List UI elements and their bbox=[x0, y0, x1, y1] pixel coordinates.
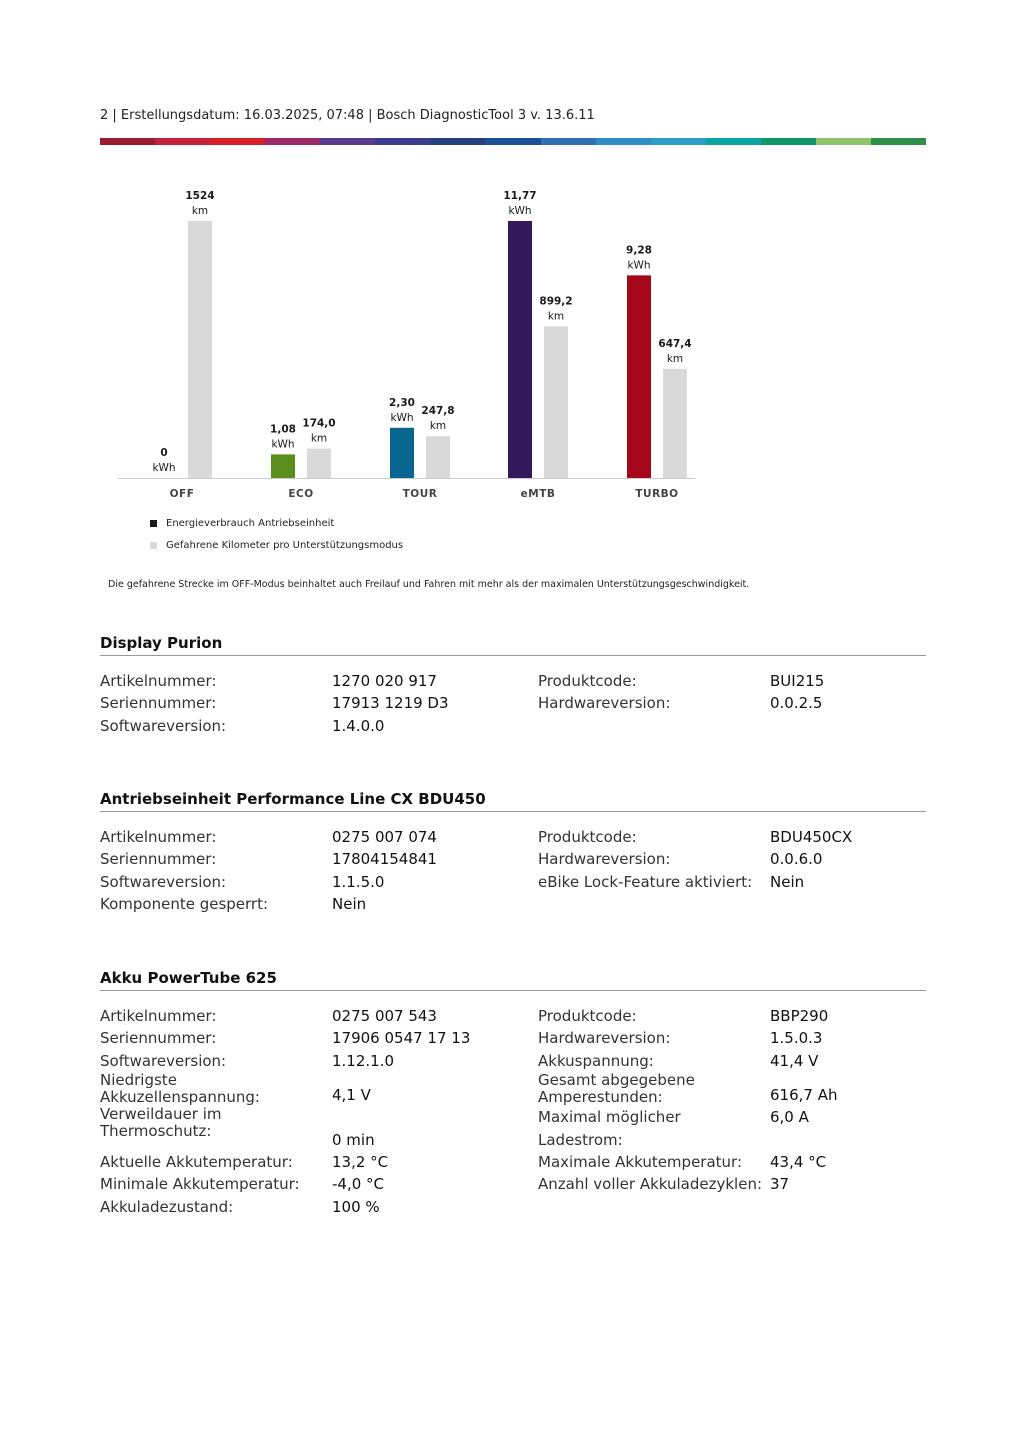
distance-unit-label: km bbox=[310, 432, 328, 445]
legend-swatch-distance bbox=[150, 542, 157, 549]
stripe-segment bbox=[596, 138, 651, 145]
table-row bbox=[100, 871, 926, 893]
table-row bbox=[100, 1050, 926, 1072]
field-label: Seriennummer: bbox=[100, 850, 217, 869]
field-label: Seriennummer: bbox=[100, 1029, 217, 1048]
category-tick-label: ECO bbox=[288, 488, 314, 500]
energy-bar bbox=[508, 221, 532, 478]
display-rows bbox=[100, 670, 926, 737]
section-title-display: Display Purion bbox=[100, 634, 926, 656]
field-value: 100 % bbox=[332, 1197, 380, 1216]
energy-value-label: 9,28 bbox=[626, 244, 652, 257]
field-value: 0 min bbox=[332, 1130, 375, 1149]
section-title-drive-unit: Antriebseinheit Performance Line CX BDU450 bbox=[100, 790, 926, 812]
category-tick-label: TOUR bbox=[402, 488, 438, 500]
field-label: Softwareversion: bbox=[100, 716, 227, 735]
field-value: 616,7 Ah bbox=[770, 1085, 838, 1104]
distance-unit-label: km bbox=[547, 310, 565, 323]
stripe-segment bbox=[651, 138, 706, 145]
field-label bbox=[100, 1072, 332, 1106]
distance-value-label: 1524 bbox=[185, 190, 215, 202]
section-title-battery: Akku PowerTube 625 bbox=[100, 969, 926, 991]
energy-value-label: 2,30 bbox=[389, 396, 415, 409]
category-tick-label: TURBO bbox=[635, 488, 679, 500]
table-row bbox=[100, 670, 926, 692]
distance-value-label: 247,8 bbox=[421, 405, 455, 418]
table-row bbox=[100, 1173, 926, 1195]
stripe-segment bbox=[100, 138, 155, 145]
field-value: 1.5.0.3 bbox=[770, 1029, 823, 1048]
distance-value-label: 647,4 bbox=[658, 337, 692, 350]
field-label-line: Thermoschutz: bbox=[100, 1122, 212, 1141]
field-value: 41,4 V bbox=[770, 1051, 819, 1070]
field-value: BUI215 bbox=[770, 672, 825, 690]
stripe-segment bbox=[761, 138, 816, 145]
field-label: Minimale Akkutemperatur: bbox=[100, 1175, 300, 1194]
field-value: 6,0 A bbox=[770, 1108, 809, 1127]
table-row bbox=[100, 1027, 926, 1049]
stripe-segment bbox=[485, 138, 540, 145]
distance-bar bbox=[307, 449, 331, 478]
field-label: Komponente gesperrt: bbox=[100, 895, 269, 914]
distance-bar bbox=[663, 369, 687, 478]
field-value: BBP290 bbox=[770, 1007, 829, 1025]
stripe-segment bbox=[320, 138, 375, 145]
table-row bbox=[100, 848, 926, 870]
field-value: Nein bbox=[770, 872, 805, 891]
field-label bbox=[100, 1106, 332, 1140]
field-label: Akkuladezustand: bbox=[100, 1197, 234, 1216]
legend-swatch-energy bbox=[150, 520, 157, 527]
section-display bbox=[100, 634, 926, 737]
stripe-segment bbox=[265, 138, 320, 145]
category-tick-label: eMTB bbox=[520, 488, 556, 500]
drive-rows bbox=[100, 826, 926, 916]
stripe-segment bbox=[816, 138, 871, 145]
energy-bar bbox=[627, 275, 651, 478]
table-row bbox=[100, 1196, 926, 1218]
energy-unit-label: kWh bbox=[271, 438, 295, 451]
field-value: 4,1 V bbox=[332, 1085, 371, 1104]
energy-unit-label: kWh bbox=[390, 411, 414, 424]
report-header: 2 | Erstellungsdatum: 16.03.2025, 07:48 | Bosch DiagnosticTool 3 v. 13.6.11 bbox=[100, 108, 595, 123]
field-label: Artikelnummer: bbox=[100, 828, 217, 846]
field-label: Produktcode: bbox=[538, 1007, 637, 1025]
field-value: 1270 020 917 bbox=[332, 672, 437, 690]
field-value: 17906 0547 17 13 bbox=[332, 1029, 471, 1048]
energy-value-label: 11,77 bbox=[503, 190, 537, 202]
field-value: Nein bbox=[332, 895, 367, 914]
chart-footnote: Die gefahrene Strecke im OFF-Modus beinhaltet auch Freilauf und Fahren mit mehr als der maximalen Unterstützungsgeschwindigkeit. bbox=[108, 579, 750, 590]
field-value: 0275 007 543 bbox=[332, 1007, 437, 1025]
field-value: 1.4.0.0 bbox=[332, 716, 385, 735]
energy-unit-label: kWh bbox=[627, 259, 651, 272]
field-value: 1.1.5.0 bbox=[332, 872, 385, 891]
legend-item-distance bbox=[150, 540, 403, 551]
section-drive-unit bbox=[100, 790, 926, 916]
energy-value-label: 1,08 bbox=[270, 423, 296, 436]
field-value: 0.0.2.5 bbox=[770, 694, 823, 713]
table-row bbox=[100, 1072, 926, 1106]
stripe-segment bbox=[210, 138, 265, 145]
field-value: 1.12.1.0 bbox=[332, 1051, 395, 1070]
energy-bar bbox=[390, 428, 414, 478]
field-value: 43,4 °C bbox=[770, 1153, 827, 1172]
field-label-line: Amperestunden: bbox=[538, 1088, 663, 1107]
field-label: Hardwareversion: bbox=[538, 850, 671, 869]
distance-unit-label: km bbox=[429, 420, 447, 433]
table-row bbox=[100, 715, 926, 737]
field-label: Maximal möglicher Ladestrom: bbox=[538, 1108, 681, 1149]
field-value: 0.0.6.0 bbox=[770, 850, 823, 869]
stripe-segment bbox=[541, 138, 596, 145]
stripe-segment bbox=[155, 138, 210, 145]
field-label: Softwareversion: bbox=[100, 1051, 227, 1070]
distance-bar bbox=[188, 221, 212, 478]
field-label: Akkuspannung: bbox=[538, 1051, 654, 1070]
field-label: Anzahl voller Akkuladezyklen: bbox=[538, 1175, 763, 1194]
field-label: Softwareversion: bbox=[100, 872, 227, 891]
stripe-segment bbox=[375, 138, 430, 145]
energy-unit-label: kWh bbox=[152, 462, 176, 474]
distance-value-label: 174,0 bbox=[302, 417, 336, 430]
brand-color-stripe bbox=[100, 138, 926, 145]
table-row bbox=[100, 826, 926, 848]
legend-item-energy bbox=[150, 518, 334, 529]
stripe-segment bbox=[871, 138, 926, 145]
field-label: Hardwareversion: bbox=[538, 694, 671, 713]
field-label: Artikelnummer: bbox=[100, 672, 217, 690]
field-label-line: Gesamt abgegebene bbox=[538, 1071, 695, 1090]
field-value: 17804154841 bbox=[332, 850, 437, 869]
field-label: Produktcode: bbox=[538, 672, 637, 690]
distance-value-label: 899,2 bbox=[539, 295, 573, 308]
table-row bbox=[100, 1005, 926, 1027]
energy-value-label: 0 bbox=[160, 447, 168, 459]
category-tick-label: OFF bbox=[169, 488, 195, 500]
field-value: 17913 1219 D3 bbox=[332, 694, 449, 713]
distance-bar bbox=[426, 436, 450, 478]
field-label bbox=[538, 1072, 770, 1106]
field-value: -4,0 °C bbox=[332, 1175, 385, 1194]
field-label: eBike Lock-Feature aktiviert: bbox=[538, 872, 753, 891]
table-row bbox=[100, 1106, 926, 1151]
distance-bar bbox=[544, 326, 568, 478]
legend-label-distance: Gefahrene Kilometer pro Unterstützungsmodus bbox=[166, 540, 404, 551]
battery-rows bbox=[100, 1005, 926, 1218]
energy-bar bbox=[271, 454, 295, 478]
table-row bbox=[100, 692, 926, 714]
distance-unit-label: km bbox=[666, 352, 684, 365]
field-label-line: Akkuzellenspannung: bbox=[100, 1088, 260, 1107]
usage-bar-chart bbox=[100, 170, 710, 510]
field-label: Hardwareversion: bbox=[538, 1029, 671, 1048]
field-value: 37 bbox=[770, 1175, 790, 1194]
stripe-segment bbox=[430, 138, 485, 145]
table-row bbox=[100, 893, 926, 915]
field-value: 13,2 °C bbox=[332, 1153, 389, 1172]
field-label: Artikelnummer: bbox=[100, 1007, 217, 1025]
field-value: 0275 007 074 bbox=[332, 828, 437, 846]
field-label: Maximale Akkutemperatur: bbox=[538, 1153, 743, 1172]
energy-unit-label: kWh bbox=[508, 205, 532, 217]
table-row bbox=[100, 1151, 926, 1173]
section-battery bbox=[100, 969, 926, 1218]
distance-unit-label: km bbox=[191, 205, 209, 217]
stripe-segment bbox=[706, 138, 761, 145]
field-label: Seriennummer: bbox=[100, 694, 217, 713]
field-label-line: Niedrigste bbox=[100, 1071, 177, 1090]
legend-label-energy: Energieverbrauch Antriebseinheit bbox=[166, 518, 335, 529]
field-label: Aktuelle Akkutemperatur: bbox=[100, 1153, 293, 1172]
field-value: BDU450CX bbox=[770, 828, 853, 846]
field-label: Produktcode: bbox=[538, 828, 637, 846]
field-label-line: Verweildauer im bbox=[100, 1105, 222, 1124]
